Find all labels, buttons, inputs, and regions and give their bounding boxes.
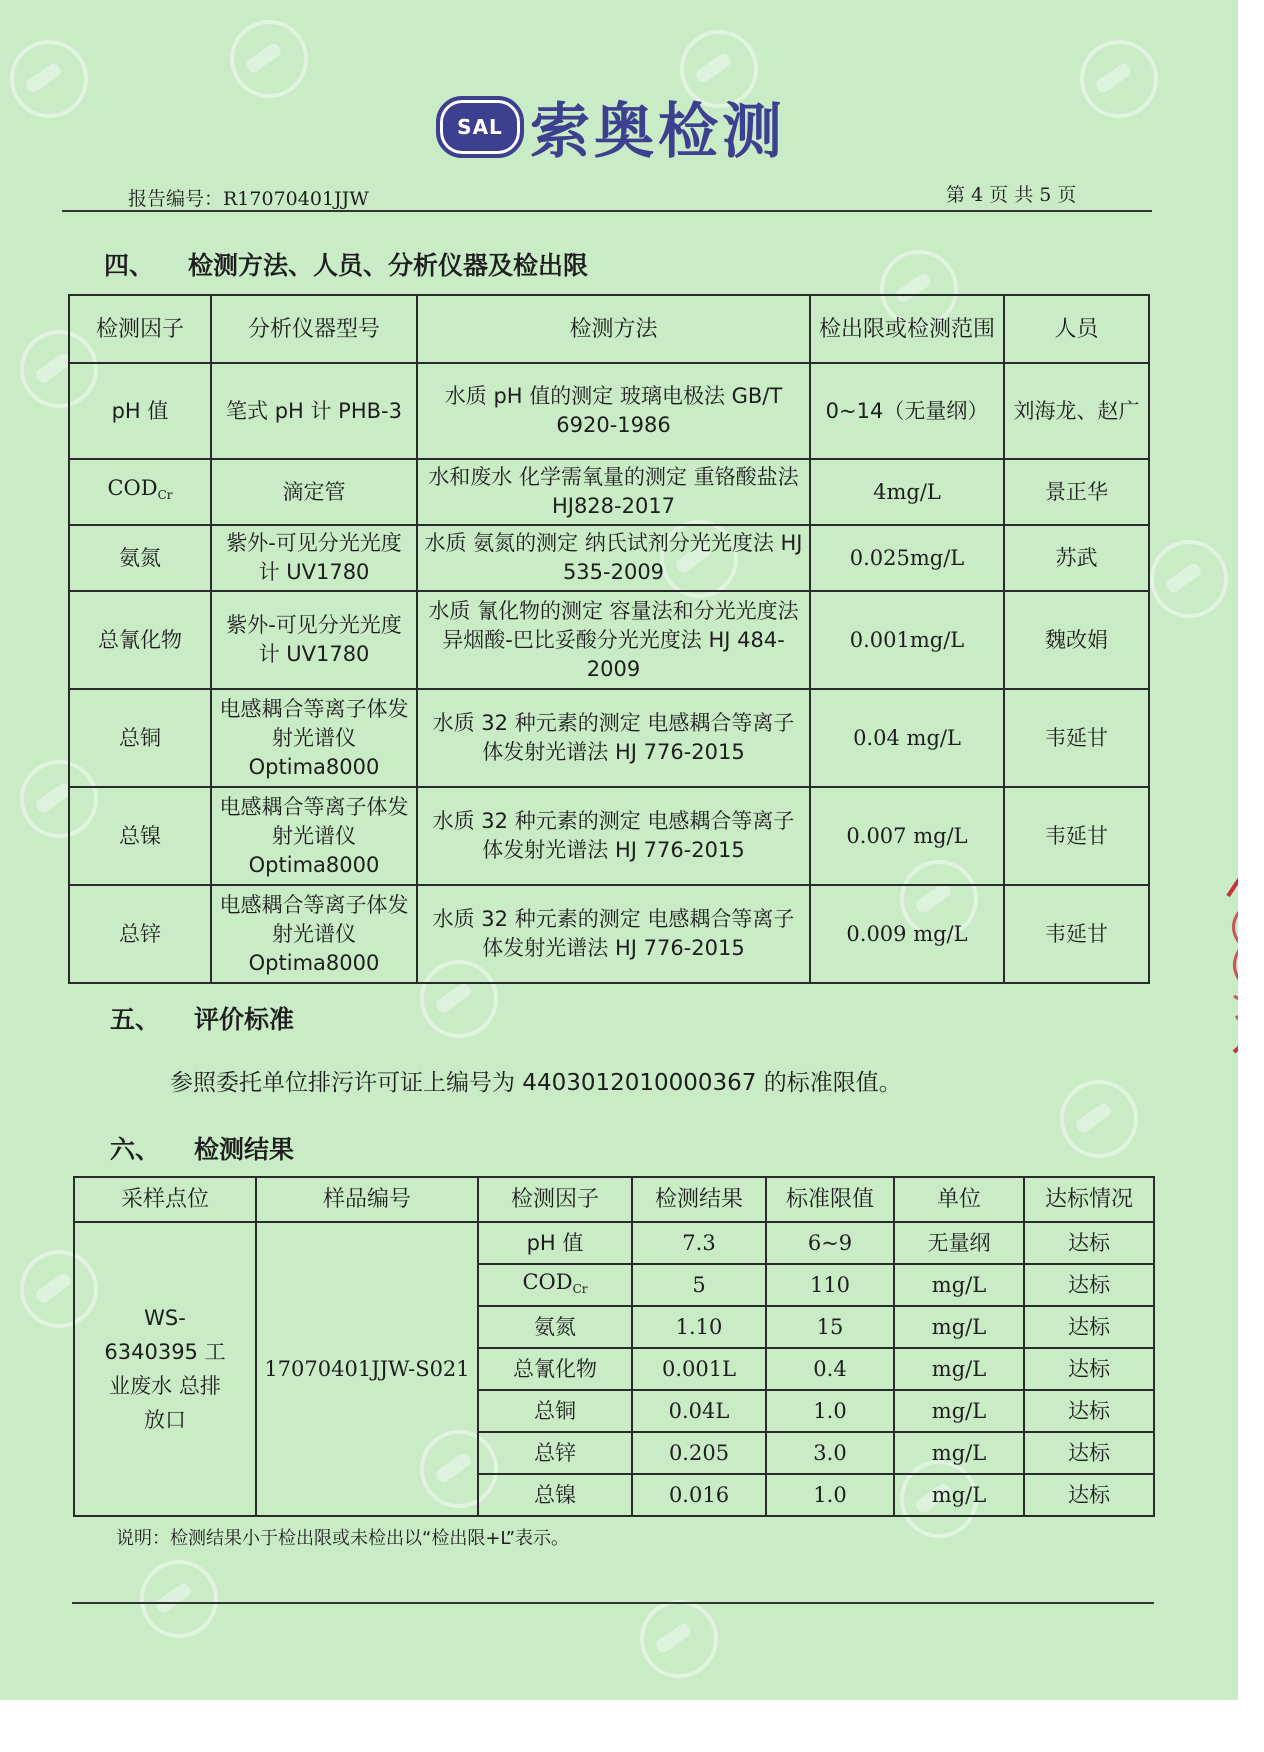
limit-cell: 1.0 — [766, 1474, 894, 1516]
instrument-cell: 电感耦合等离子体发射光谱仪 Optima8000 — [211, 885, 417, 983]
method-cell: 水质 氰化物的测定 容量法和分光光度法 异烟酸-巴比妥酸分光光度法 HJ 484-2009 — [417, 591, 810, 689]
section-5-number: 五、 — [110, 1005, 161, 1034]
report-number: 报告编号：R17070401JJW — [128, 188, 369, 210]
status-cell: 达标 — [1024, 1474, 1154, 1516]
col-header: 样品编号 — [256, 1177, 478, 1222]
col-header: 达标情况 — [1024, 1177, 1154, 1222]
factor-cell: 总锌 — [69, 885, 211, 983]
factor-main: COD — [522, 1269, 573, 1294]
instrument-cell: 电感耦合等离子体发射光谱仪 Optima8000 — [211, 787, 417, 885]
section-5-heading: 评价标准 — [194, 1005, 295, 1034]
watermark-seal-icon — [1065, 25, 1174, 134]
col-header: 采样点位 — [74, 1177, 256, 1222]
limit-cell: 0.025mg/L — [810, 525, 1004, 591]
watermark-seal-icon — [1045, 1065, 1154, 1174]
limit-cell: 110 — [766, 1264, 894, 1306]
header-divider — [62, 210, 1152, 212]
result-cell: 0.016 — [632, 1474, 766, 1516]
result-cell: 1.10 — [632, 1306, 766, 1348]
footer-divider — [72, 1602, 1154, 1604]
section-4-number: 四、 — [104, 251, 155, 280]
col-header: 检测结果 — [632, 1177, 766, 1222]
limit-cell: 6~9 — [766, 1222, 894, 1264]
factor-cell: 总镍 — [69, 787, 211, 885]
sample-number-cell: 17070401JJW-S021 — [256, 1222, 478, 1516]
watermark-seal-icon — [125, 1545, 234, 1654]
limit-cell: 0.001mg/L — [810, 591, 1004, 689]
col-header: 单位 — [894, 1177, 1024, 1222]
sampling-site-cell: WS-6340395 工业废水 总排放口 — [74, 1222, 256, 1516]
company-name: 索奥检测 — [530, 97, 786, 167]
limit-cell: 0.007 mg/L — [810, 787, 1004, 885]
limit-cell: 0~14（无量纲） — [810, 363, 1004, 459]
methods-header-row — [69, 295, 1149, 363]
col-header: 检出限或检测范围 — [810, 295, 1004, 363]
person-cell: 景正华 — [1004, 459, 1149, 525]
results-table — [73, 1176, 1155, 1517]
status-cell: 达标 — [1024, 1432, 1154, 1474]
unit-cell: mg/L — [894, 1390, 1024, 1432]
red-seal-stamp-icon — [1214, 856, 1238, 1056]
result-cell: 7.3 — [632, 1222, 766, 1264]
person-cell: 韦延甘 — [1004, 689, 1149, 787]
limit-cell: 3.0 — [766, 1432, 894, 1474]
factor-cell: pH 值 — [69, 363, 211, 459]
factor-cell: 氨氮 — [478, 1306, 632, 1348]
col-header: 标准限值 — [766, 1177, 894, 1222]
status-cell: 达标 — [1024, 1222, 1154, 1264]
method-cell: 水质 32 种元素的测定 电感耦合等离子体发射光谱法 HJ 776-2015 — [417, 885, 810, 983]
method-cell: 水质 32 种元素的测定 电感耦合等离子体发射光谱法 HJ 776-2015 — [417, 787, 810, 885]
table-row — [69, 689, 1149, 787]
table-row — [69, 525, 1149, 591]
status-cell: 达标 — [1024, 1390, 1154, 1432]
instrument-cell: 紫外-可见分光光度计 UV1780 — [211, 591, 417, 689]
col-header: 人员 — [1004, 295, 1149, 363]
methods-table — [68, 294, 1150, 984]
unit-cell: mg/L — [894, 1348, 1024, 1390]
method-cell: 水质 氨氮的测定 纳氏试剂分光光度法 HJ 535-2009 — [417, 525, 810, 591]
person-cell: 魏改娟 — [1004, 591, 1149, 689]
col-header: 检测方法 — [417, 295, 810, 363]
limit-cell: 1.0 — [766, 1390, 894, 1432]
section-4-heading: 检测方法、人员、分析仪器及检出限 — [188, 251, 589, 280]
factor-subscript: Cr — [572, 1281, 588, 1296]
result-cell: 5 — [632, 1264, 766, 1306]
person-cell: 刘海龙、赵广 — [1004, 363, 1149, 459]
status-cell: 达标 — [1024, 1306, 1154, 1348]
standard-reference-text: 参照委托单位排污许可证上编号为 4403012010000367 的标准限值。 — [170, 1070, 902, 1096]
table-row — [74, 1222, 1154, 1264]
watermark-seal-icon — [625, 1585, 734, 1694]
company-logo — [436, 92, 786, 167]
section-6-heading: 检测结果 — [194, 1135, 295, 1164]
factor-cell: 总氰化物 — [478, 1348, 632, 1390]
unit-cell: mg/L — [894, 1264, 1024, 1306]
status-cell: 达标 — [1024, 1264, 1154, 1306]
results-header-row — [74, 1177, 1154, 1222]
table-row — [69, 363, 1149, 459]
factor-main: COD — [107, 476, 158, 500]
unit-cell: mg/L — [894, 1432, 1024, 1474]
factor-subscript: Cr — [157, 488, 173, 502]
col-header: 分析仪器型号 — [211, 295, 417, 363]
factor-cell: 总镍 — [478, 1474, 632, 1516]
person-cell: 韦延甘 — [1004, 787, 1149, 885]
method-cell: 水质 pH 值的测定 玻璃电极法 GB/T 6920-1986 — [417, 363, 810, 459]
instrument-cell: 笔式 pH 计 PHB-3 — [211, 363, 417, 459]
watermark-seal-icon — [1135, 525, 1238, 634]
instrument-cell: 紫外-可见分光光度计 UV1780 — [211, 525, 417, 591]
factor-cell: 总锌 — [478, 1432, 632, 1474]
limit-cell: 15 — [766, 1306, 894, 1348]
unit-cell: mg/L — [894, 1474, 1024, 1516]
limit-cell: 0.009 mg/L — [810, 885, 1004, 983]
sal-logo-icon: SAL — [436, 96, 524, 158]
factor-cell: pH 值 — [478, 1222, 632, 1264]
factor-cell — [69, 459, 211, 525]
col-header: 检测因子 — [478, 1177, 632, 1222]
col-header: 检测因子 — [69, 295, 211, 363]
factor-cell — [478, 1264, 632, 1306]
section-4-title — [104, 246, 588, 282]
section-6-number: 六、 — [110, 1135, 161, 1164]
result-cell: 0.001L — [632, 1348, 766, 1390]
limit-cell: 4mg/L — [810, 459, 1004, 525]
factor-cell: 总铜 — [478, 1390, 632, 1432]
factor-cell: 总铜 — [69, 689, 211, 787]
method-cell: 水质 32 种元素的测定 电感耦合等离子体发射光谱法 HJ 776-2015 — [417, 689, 810, 787]
section-6-title — [110, 1130, 294, 1166]
unit-cell: mg/L — [894, 1306, 1024, 1348]
result-cell: 0.04L — [632, 1390, 766, 1432]
unit-cell: 无量纲 — [894, 1222, 1024, 1264]
table-row — [69, 885, 1149, 983]
person-cell: 苏武 — [1004, 525, 1149, 591]
table-row — [69, 787, 1149, 885]
watermark-seal-icon — [0, 25, 103, 134]
table-row — [69, 459, 1149, 525]
person-cell: 韦延甘 — [1004, 885, 1149, 983]
results-note: 说明：检测结果小于检出限或未检出以“检出限+L”表示。 — [116, 1528, 570, 1549]
method-cell: 水和废水 化学需氧量的测定 重铬酸盐法 HJ828-2017 — [417, 459, 810, 525]
instrument-cell: 滴定管 — [211, 459, 417, 525]
watermark-seal-icon — [215, 5, 324, 114]
result-cell: 0.205 — [632, 1432, 766, 1474]
table-row — [69, 591, 1149, 689]
limit-cell: 0.04 mg/L — [810, 689, 1004, 787]
limit-cell: 0.4 — [766, 1348, 894, 1390]
instrument-cell: 电感耦合等离子体发射光谱仪 Optima8000 — [211, 689, 417, 787]
factor-cell: 总氰化物 — [69, 591, 211, 689]
section-5-title — [110, 1000, 294, 1036]
status-cell: 达标 — [1024, 1348, 1154, 1390]
factor-cell: 氨氮 — [69, 525, 211, 591]
page-number: 第 4 页 共 5 页 — [946, 184, 1077, 206]
